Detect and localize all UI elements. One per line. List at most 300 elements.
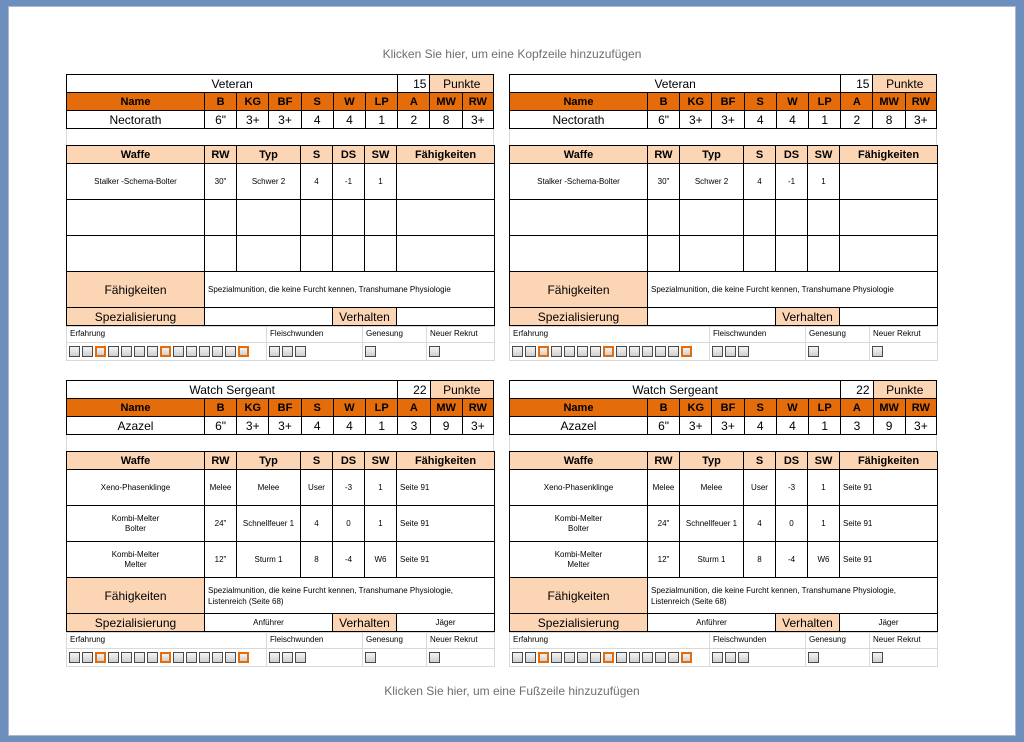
weapon-cell[interactable]: Sturm 1 <box>237 542 301 578</box>
recovery-label: Genesung <box>806 327 870 343</box>
weapon-cell[interactable]: Melee <box>237 470 301 506</box>
stat-value[interactable]: 3+ <box>269 417 301 435</box>
stat-value[interactable]: 3+ <box>712 417 744 435</box>
behavior-value[interactable] <box>397 308 495 326</box>
weapon-table <box>509 451 938 632</box>
weapon-cell[interactable]: Melee <box>205 470 237 506</box>
stat-header: LP <box>809 93 841 111</box>
weapon-cell[interactable]: User <box>744 470 776 506</box>
abilities-label: Fähigkeiten <box>510 578 648 614</box>
experience-checkbox[interactable] <box>538 346 549 357</box>
experience-checkbox[interactable] <box>134 346 145 357</box>
weapon-cell[interactable]: 30" <box>205 164 237 200</box>
abilities-text[interactable]: Spezialmunition, die keine Furcht kennen, Transhumane Physiologie <box>205 272 495 308</box>
abilities-text[interactable]: Spezialmunition, die keine Furcht kennen, Transhumane Physiologie <box>648 272 938 308</box>
new-recruit-checkbox[interactable] <box>429 652 440 663</box>
weapon-cell[interactable]: Xeno-Phasenklinge <box>67 470 205 506</box>
recovery-box-cell <box>806 649 870 667</box>
weapon-header: DS <box>776 146 808 164</box>
weapon-cell[interactable] <box>237 236 301 272</box>
experience-checkbox[interactable] <box>577 652 588 663</box>
experience-checkbox[interactable] <box>69 346 80 357</box>
unit-points[interactable]: 22 <box>398 381 430 399</box>
experience-checkbox[interactable] <box>590 346 601 357</box>
weapon-cell[interactable]: Kombi-Melter Melter <box>510 542 648 578</box>
stat-value[interactable]: 4 <box>333 111 365 129</box>
stat-header: W <box>776 93 808 111</box>
weapon-cell[interactable]: Melee <box>680 470 744 506</box>
recovery-checkbox[interactable] <box>808 652 819 663</box>
experience-checkbox[interactable] <box>173 346 184 357</box>
weapon-cell[interactable]: Kombi-Melter Bolter <box>510 506 648 542</box>
weapon-cell[interactable]: 1 <box>365 470 397 506</box>
recovery-box-cell <box>363 343 427 361</box>
behavior-label: Verhalten <box>333 614 397 632</box>
flesh-wound-checkbox[interactable] <box>712 652 723 663</box>
weapon-cell[interactable]: User <box>301 470 333 506</box>
experience-checkbox[interactable] <box>238 652 249 663</box>
stat-value[interactable]: 3+ <box>680 111 712 129</box>
weapon-cell[interactable] <box>301 200 333 236</box>
weapon-cell[interactable]: Seite 91 <box>397 506 495 542</box>
stat-value[interactable]: Nectorath <box>510 111 648 129</box>
weapon-cell[interactable]: Schnellfeuer 1 <box>680 506 744 542</box>
weapon-cell[interactable]: Xeno-Phasenklinge <box>510 470 648 506</box>
stat-value[interactable]: 8 <box>430 111 462 129</box>
weapon-cell[interactable] <box>680 236 744 272</box>
weapon-cell[interactable] <box>808 236 840 272</box>
weapon-cell[interactable]: Seite 91 <box>397 470 495 506</box>
stat-value[interactable]: 3+ <box>237 417 269 435</box>
stat-value[interactable]: 3+ <box>237 111 269 129</box>
stat-header: BF <box>712 399 744 417</box>
unit-title[interactable]: Watch Sergeant <box>67 381 398 399</box>
unit-title[interactable]: Veteran <box>67 75 398 93</box>
experience-checkbox[interactable] <box>668 652 679 663</box>
new-recruit-label: Neuer Rekrut <box>870 327 938 343</box>
header-placeholder[interactable]: Klicken Sie hier, um eine Kopfzeile hinzuzufügen <box>382 47 642 61</box>
behavior-value[interactable] <box>840 308 938 326</box>
specialization-value[interactable]: Anführer <box>648 614 776 632</box>
weapon-cell[interactable] <box>333 236 365 272</box>
flesh-wound-boxes <box>267 649 363 667</box>
behavior-label: Verhalten <box>776 308 840 326</box>
weapon-cell[interactable] <box>840 236 938 272</box>
stat-header: B <box>647 93 679 111</box>
stat-value[interactable]: 6" <box>204 111 236 129</box>
specialization-value[interactable]: Anführer <box>205 614 333 632</box>
experience-checkbox[interactable] <box>199 346 210 357</box>
flesh-wound-boxes <box>267 343 363 361</box>
weapon-cell[interactable]: -3 <box>776 470 808 506</box>
stat-value[interactable]: Nectorath <box>67 111 205 129</box>
stat-value[interactable]: 1 <box>809 417 841 435</box>
experience-checkbox[interactable] <box>108 652 119 663</box>
specialization-value[interactable] <box>205 308 333 326</box>
weapon-cell[interactable]: 24" <box>205 506 237 542</box>
weapon-cell[interactable]: Stalker -Schema-Bolter <box>67 164 205 200</box>
weapon-table <box>66 145 495 326</box>
spacer <box>509 129 937 145</box>
weapon-cell[interactable] <box>205 236 237 272</box>
weapon-cell[interactable]: -1 <box>333 164 365 200</box>
new-recruit-label: Neuer Rekrut <box>427 327 495 343</box>
experience-table <box>509 326 938 361</box>
weapon-cell[interactable]: W6 <box>808 542 840 578</box>
weapon-cell[interactable] <box>776 236 808 272</box>
weapon-cell[interactable] <box>237 200 301 236</box>
spacer <box>66 435 494 451</box>
stat-header: KG <box>680 399 712 417</box>
experience-checkbox[interactable] <box>642 346 653 357</box>
stat-value[interactable]: 4 <box>744 417 776 435</box>
weapon-header: Typ <box>237 452 301 470</box>
weapon-cell[interactable] <box>744 236 776 272</box>
new-recruit-label: Neuer Rekrut <box>870 633 938 649</box>
weapon-cell[interactable] <box>648 200 680 236</box>
weapon-cell[interactable]: Sturm 1 <box>680 542 744 578</box>
weapon-cell[interactable] <box>67 236 205 272</box>
stat-header: RW <box>462 399 493 417</box>
stat-header: B <box>647 399 679 417</box>
stat-value[interactable]: 1 <box>366 111 398 129</box>
experience-checkbox[interactable] <box>95 652 106 663</box>
weapon-cell[interactable] <box>510 200 648 236</box>
stat-value[interactable]: 3 <box>841 417 873 435</box>
stat-header: RW <box>462 93 493 111</box>
weapon-cell[interactable] <box>205 200 237 236</box>
weapon-cell[interactable]: 12" <box>648 542 680 578</box>
experience-checkbox[interactable] <box>212 346 223 357</box>
experience-checkbox[interactable] <box>538 652 549 663</box>
unit-card <box>509 380 937 667</box>
stat-header: S <box>744 399 776 417</box>
stat-value[interactable]: 6" <box>647 111 679 129</box>
weapon-cell[interactable] <box>776 200 808 236</box>
new-recruit-box-cell <box>870 343 938 361</box>
experience-checkbox[interactable] <box>186 346 197 357</box>
weapon-header: Fähigkeiten <box>840 146 938 164</box>
behavior-value[interactable]: Jäger <box>840 614 938 632</box>
stat-value[interactable]: Azazel <box>510 417 648 435</box>
experience-checkbox[interactable] <box>121 652 132 663</box>
stat-value[interactable]: 3 <box>398 417 430 435</box>
experience-checkbox[interactable] <box>160 652 171 663</box>
weapon-cell[interactable]: 0 <box>776 506 808 542</box>
weapon-cell[interactable]: Seite 91 <box>840 506 938 542</box>
stat-value[interactable]: 4 <box>776 417 808 435</box>
experience-boxes <box>510 343 710 361</box>
weapon-header: RW <box>205 452 237 470</box>
recovery-checkbox[interactable] <box>808 346 819 357</box>
new-recruit-checkbox[interactable] <box>872 346 883 357</box>
weapon-header: S <box>744 452 776 470</box>
stat-header: A <box>398 399 430 417</box>
weapon-cell[interactable]: 0 <box>333 506 365 542</box>
experience-checkbox[interactable] <box>225 346 236 357</box>
weapon-header: S <box>301 452 333 470</box>
weapon-cell[interactable]: 24" <box>648 506 680 542</box>
stat-value[interactable]: 3+ <box>712 111 744 129</box>
weapon-cell[interactable] <box>744 200 776 236</box>
stat-value[interactable]: 3+ <box>462 417 493 435</box>
weapon-header: Waffe <box>67 452 205 470</box>
weapon-cell[interactable] <box>333 200 365 236</box>
recovery-box-cell <box>363 649 427 667</box>
abilities-text[interactable]: Spezialmunition, die keine Furcht kennen, Transhumane Physiologie, Listenreich (Seite 68) <box>648 578 938 614</box>
flesh-wound-checkbox[interactable] <box>712 346 723 357</box>
stat-value[interactable]: 9 <box>873 417 905 435</box>
new-recruit-checkbox[interactable] <box>872 652 883 663</box>
unit-card <box>66 74 494 361</box>
experience-checkbox[interactable] <box>590 652 601 663</box>
unit-points[interactable]: 15 <box>841 75 873 93</box>
stat-header: KG <box>237 93 269 111</box>
weapon-table <box>66 451 495 632</box>
experience-checkbox[interactable] <box>525 346 536 357</box>
experience-checkbox[interactable] <box>69 652 80 663</box>
stat-header: W <box>776 399 808 417</box>
weapon-cell[interactable]: 1 <box>365 164 397 200</box>
stat-value[interactable]: 3+ <box>680 417 712 435</box>
flesh-wound-checkbox[interactable] <box>725 346 736 357</box>
recovery-box-cell <box>806 343 870 361</box>
weapon-cell[interactable]: Seite 91 <box>840 542 938 578</box>
stat-value[interactable]: 4 <box>776 111 808 129</box>
experience-label: Erfahrung <box>67 327 267 343</box>
stat-value[interactable]: 3+ <box>905 111 936 129</box>
experience-checkbox[interactable] <box>199 652 210 663</box>
weapon-cell[interactable]: Schnellfeuer 1 <box>237 506 301 542</box>
experience-checkbox[interactable] <box>681 346 692 357</box>
new-recruit-checkbox[interactable] <box>429 346 440 357</box>
experience-checkbox[interactable] <box>238 346 249 357</box>
stat-value[interactable]: Azazel <box>67 417 205 435</box>
stat-value[interactable]: 3+ <box>462 111 493 129</box>
weapon-cell[interactable]: -1 <box>776 164 808 200</box>
new-recruit-label: Neuer Rekrut <box>427 633 495 649</box>
stat-value[interactable]: 9 <box>430 417 462 435</box>
recovery-checkbox[interactable] <box>365 652 376 663</box>
new-recruit-box-cell <box>427 649 495 667</box>
experience-checkbox[interactable] <box>655 652 666 663</box>
weapon-cell[interactable]: 1 <box>365 506 397 542</box>
experience-checkbox[interactable] <box>616 346 627 357</box>
experience-checkbox[interactable] <box>603 652 614 663</box>
weapon-cell[interactable]: 8 <box>301 542 333 578</box>
stat-value[interactable]: 3+ <box>905 417 936 435</box>
weapon-cell[interactable] <box>365 200 397 236</box>
experience-checkbox[interactable] <box>512 652 523 663</box>
weapon-cell[interactable]: 12" <box>205 542 237 578</box>
experience-boxes <box>67 649 267 667</box>
weapon-cell[interactable] <box>397 200 495 236</box>
weapon-cell[interactable]: -4 <box>333 542 365 578</box>
experience-checkbox[interactable] <box>160 346 171 357</box>
experience-checkbox[interactable] <box>82 346 93 357</box>
stat-value[interactable]: 1 <box>366 417 398 435</box>
abilities-label: Fähigkeiten <box>67 272 205 308</box>
stat-value[interactable]: 6" <box>204 417 236 435</box>
experience-checkbox[interactable] <box>173 652 184 663</box>
spacer <box>509 435 937 451</box>
stat-value[interactable]: 2 <box>841 111 873 129</box>
weapon-cell[interactable]: Melee <box>648 470 680 506</box>
unit-points[interactable]: 22 <box>841 381 873 399</box>
stat-header: Name <box>67 399 205 417</box>
experience-label: Erfahrung <box>510 327 710 343</box>
flesh-wound-checkbox[interactable] <box>282 652 293 663</box>
stat-value[interactable]: 4 <box>301 111 333 129</box>
weapon-header: Typ <box>680 146 744 164</box>
weapon-cell[interactable]: -4 <box>776 542 808 578</box>
stat-header: MW <box>873 93 905 111</box>
stat-header: S <box>744 93 776 111</box>
flesh-wound-checkbox[interactable] <box>282 346 293 357</box>
stat-header: B <box>204 93 236 111</box>
experience-checkbox[interactable] <box>564 652 575 663</box>
weapon-cell[interactable]: Schwer 2 <box>237 164 301 200</box>
flesh-wounds-label: Fleischwunden <box>710 327 806 343</box>
weapon-header: RW <box>648 146 680 164</box>
experience-checkbox[interactable] <box>551 346 562 357</box>
weapon-cell[interactable]: Seite 91 <box>397 542 495 578</box>
experience-checkbox[interactable] <box>681 652 692 663</box>
unit-title[interactable]: Veteran <box>510 75 841 93</box>
weapon-cell[interactable] <box>680 200 744 236</box>
stat-header: RW <box>905 399 936 417</box>
experience-checkbox[interactable] <box>212 652 223 663</box>
stat-table <box>66 74 494 129</box>
weapon-cell[interactable]: W6 <box>365 542 397 578</box>
experience-checkbox[interactable] <box>629 346 640 357</box>
flesh-wound-checkbox[interactable] <box>295 346 306 357</box>
experience-checkbox[interactable] <box>512 346 523 357</box>
flesh-wound-checkbox[interactable] <box>269 346 280 357</box>
stat-value[interactable]: 4 <box>333 417 365 435</box>
experience-checkbox[interactable] <box>121 346 132 357</box>
weapon-header: DS <box>333 146 365 164</box>
experience-checkbox[interactable] <box>668 346 679 357</box>
weapon-cell[interactable]: 1 <box>808 164 840 200</box>
specialization-value[interactable] <box>648 308 776 326</box>
weapon-cell[interactable] <box>365 236 397 272</box>
experience-checkbox[interactable] <box>82 652 93 663</box>
weapon-cell[interactable] <box>808 200 840 236</box>
weapon-cell[interactable] <box>648 236 680 272</box>
experience-checkbox[interactable] <box>603 346 614 357</box>
weapon-cell[interactable]: Schwer 2 <box>680 164 744 200</box>
unit-points[interactable]: 15 <box>398 75 430 93</box>
weapon-header: SW <box>808 452 840 470</box>
flesh-wound-checkbox[interactable] <box>738 346 749 357</box>
weapon-header: DS <box>776 452 808 470</box>
flesh-wound-checkbox[interactable] <box>725 652 736 663</box>
weapon-cell[interactable]: 4 <box>301 164 333 200</box>
weapon-cell[interactable]: 1 <box>808 506 840 542</box>
stat-header: KG <box>680 93 712 111</box>
weapon-cell[interactable]: 30" <box>648 164 680 200</box>
weapon-header: Fähigkeiten <box>840 452 938 470</box>
weapon-cell[interactable]: Kombi-Melter Melter <box>67 542 205 578</box>
experience-label: Erfahrung <box>67 633 267 649</box>
stat-header: W <box>333 93 365 111</box>
experience-checkbox[interactable] <box>655 346 666 357</box>
weapon-cell[interactable] <box>840 200 938 236</box>
stat-header: BF <box>712 93 744 111</box>
weapon-cell[interactable] <box>397 236 495 272</box>
experience-checkbox[interactable] <box>108 346 119 357</box>
points-label: Punkte <box>873 381 936 399</box>
weapon-cell[interactable]: 1 <box>808 470 840 506</box>
weapon-cell[interactable]: Kombi-Melter Bolter <box>67 506 205 542</box>
experience-checkbox[interactable] <box>95 346 106 357</box>
weapon-cell[interactable] <box>67 200 205 236</box>
stat-header: A <box>841 93 873 111</box>
experience-checkbox[interactable] <box>147 346 158 357</box>
weapon-cell[interactable]: 4 <box>744 506 776 542</box>
behavior-label: Verhalten <box>333 308 397 326</box>
experience-checkbox[interactable] <box>525 652 536 663</box>
stat-value[interactable]: 1 <box>809 111 841 129</box>
weapon-cell[interactable]: Seite 91 <box>840 470 938 506</box>
stat-header: B <box>204 399 236 417</box>
abilities-text[interactable]: Spezialmunition, die keine Furcht kennen, Transhumane Physiologie, Listenreich (Seite 68) <box>205 578 495 614</box>
stat-value[interactable]: 2 <box>398 111 430 129</box>
experience-checkbox[interactable] <box>629 652 640 663</box>
stat-header: A <box>398 93 430 111</box>
experience-checkbox[interactable] <box>186 652 197 663</box>
stat-value[interactable]: 4 <box>301 417 333 435</box>
weapon-cell[interactable] <box>397 164 495 200</box>
experience-checkbox[interactable] <box>642 652 653 663</box>
recovery-checkbox[interactable] <box>365 346 376 357</box>
weapon-header: Fähigkeiten <box>397 146 495 164</box>
experience-checkbox[interactable] <box>147 652 158 663</box>
stat-value[interactable]: 6" <box>647 417 679 435</box>
weapon-cell[interactable]: 4 <box>301 506 333 542</box>
stat-header: MW <box>873 399 905 417</box>
experience-checkbox[interactable] <box>564 346 575 357</box>
experience-checkbox[interactable] <box>616 652 627 663</box>
stat-value[interactable]: 3+ <box>269 111 301 129</box>
experience-checkbox[interactable] <box>551 652 562 663</box>
stat-header: LP <box>366 93 398 111</box>
weapon-cell[interactable]: -3 <box>333 470 365 506</box>
weapon-cell[interactable] <box>840 164 938 200</box>
stat-header: LP <box>809 399 841 417</box>
experience-checkbox[interactable] <box>225 652 236 663</box>
weapon-cell[interactable] <box>301 236 333 272</box>
experience-checkbox[interactable] <box>134 652 145 663</box>
experience-checkbox[interactable] <box>577 346 588 357</box>
flesh-wound-checkbox[interactable] <box>295 652 306 663</box>
weapon-cell[interactable]: 8 <box>744 542 776 578</box>
stat-value[interactable]: 8 <box>873 111 905 129</box>
flesh-wound-checkbox[interactable] <box>269 652 280 663</box>
flesh-wound-boxes <box>710 343 806 361</box>
footer-placeholder[interactable]: Klicken Sie hier, um eine Fußzeile hinzuzufügen <box>384 684 640 698</box>
weapon-cell[interactable] <box>510 236 648 272</box>
stat-value[interactable]: 4 <box>744 111 776 129</box>
weapon-cell[interactable]: Stalker -Schema-Bolter <box>510 164 648 200</box>
stat-header: BF <box>269 93 301 111</box>
unit-title[interactable]: Watch Sergeant <box>510 381 841 399</box>
behavior-value[interactable]: Jäger <box>397 614 495 632</box>
specialization-label: Spezialisierung <box>510 308 648 326</box>
weapon-cell[interactable]: 4 <box>744 164 776 200</box>
flesh-wound-checkbox[interactable] <box>738 652 749 663</box>
